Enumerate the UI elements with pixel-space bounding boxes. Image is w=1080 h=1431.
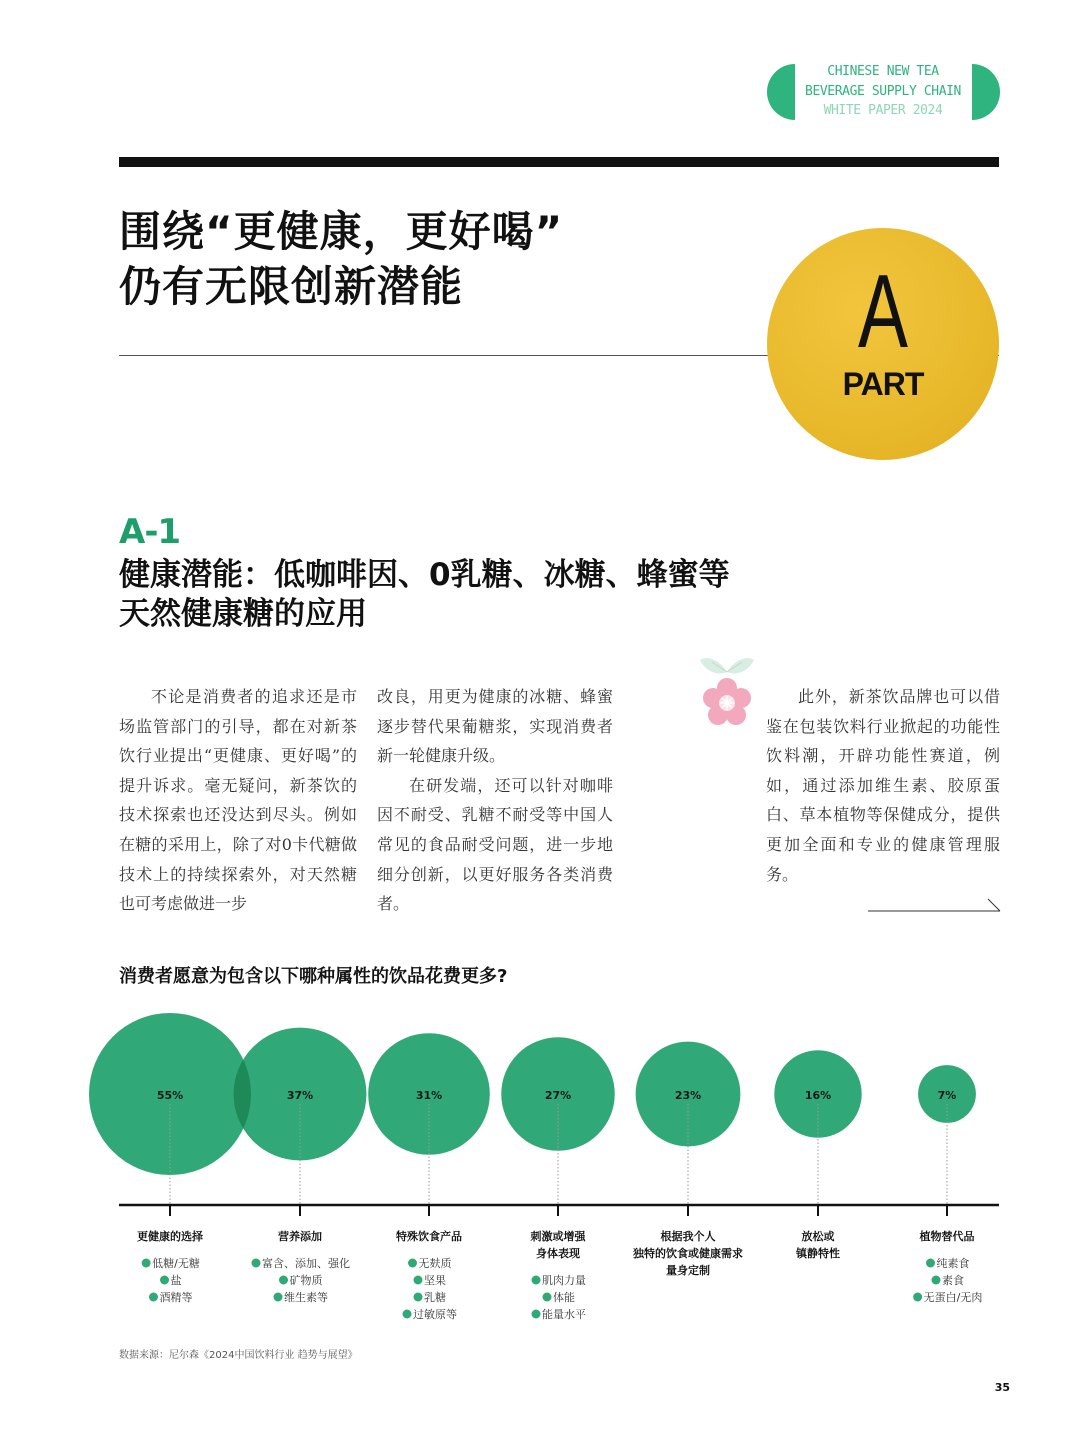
category-item-text: 素食 <box>942 1274 964 1287</box>
category-item-text: 无麸质 <box>418 1257 452 1270</box>
category-title-6: 镇静特性 <box>796 1247 840 1260</box>
bullet-dot <box>414 1276 423 1285</box>
category-title-5: 根据我个人 <box>660 1230 716 1243</box>
category-title-2: 营养添加 <box>278 1230 322 1243</box>
value-label-7: 7% <box>937 1089 957 1102</box>
top-rule <box>119 157 999 167</box>
category-item-2 <box>252 1256 351 1270</box>
bullet-dot <box>543 1293 552 1302</box>
section-title <box>119 556 819 634</box>
header-line-2: BEVERAGE SUPPLY CHAIN <box>805 83 961 99</box>
body-paragraph: 不论是消费者的追求还是市场监管部门的引导，都在对新茶饮行业提出“更健康、更好喝”的提升诉求。毫无疑问，新茶饮的技术探索也还没达到尽头。例如在糖的采用上，除了对0卡代糖做技术上的持续探索外，对天然糖也可考虑做进一步 <box>119 687 357 914</box>
chart-question: 消费者愿意为包含以下哪种属性的饮品花费更多? <box>119 966 508 987</box>
section-title-line-2: 天然健康糖的应用 <box>119 596 367 632</box>
category-item-3 <box>414 1290 447 1304</box>
value-label-5: 23% <box>674 1089 702 1102</box>
category-item-text: 维生素等 <box>284 1291 328 1304</box>
category-item-text: 无蛋白/无肉 <box>923 1291 983 1304</box>
body-paragraph: 在研发端，还可以针对咖啡因不耐受、乳糖不耐受等中国人常见的食品耐受问题，进一步地细分创新，以更好服务各类消费者。 <box>377 775 613 914</box>
body-paragraph: 改良，用更为健康的冰糖、蜂蜜逐步替代果葡糖浆，实现消费者新一轮健康升级。 <box>377 687 613 766</box>
category-title-5: 量身定制 <box>666 1264 710 1277</box>
bullet-dot <box>913 1293 922 1302</box>
category-item-1 <box>142 1256 200 1270</box>
category-title-7: 植物替代品 <box>919 1230 975 1243</box>
category-item-text: 体能 <box>553 1291 575 1304</box>
page-title-line-1: 围绕“更健康，更好喝” <box>119 207 564 256</box>
bullet-dot <box>279 1276 288 1285</box>
header-line-1: CHINESE NEW TEA <box>827 64 939 79</box>
body-paragraph: 此外，新茶饮品牌也可以借鉴在包装饮料行业掀起的功能性饮料潮，开辟功能性赛道，例如，通过添加维生素、胶原蛋白、草本植物等保健成分，提供更加全面和专业的健康管理服务。 <box>766 687 1000 884</box>
bullet-dot <box>274 1293 283 1302</box>
bullet-dot <box>403 1310 412 1319</box>
bullet-dot <box>414 1293 423 1302</box>
category-item-4 <box>532 1273 587 1287</box>
bubble-chart <box>0 1000 1080 1340</box>
page-number: 35 <box>994 1381 1010 1394</box>
category-item-text: 过敏原等 <box>413 1308 457 1321</box>
bullet-dot <box>160 1276 169 1285</box>
body-column-2 <box>377 682 613 919</box>
category-item-text: 酒精等 <box>159 1291 193 1304</box>
category-title-6: 放松或 <box>801 1230 835 1243</box>
header-badge-text <box>790 62 976 121</box>
category-item-2 <box>274 1290 329 1304</box>
bullet-dot <box>932 1276 941 1285</box>
category-item-7 <box>926 1256 970 1270</box>
bullet-dot <box>408 1259 417 1268</box>
category-item-3 <box>414 1273 447 1287</box>
part-letter: A <box>858 254 908 370</box>
body-column-1 <box>119 682 357 919</box>
category-title-3: 特殊饮食产品 <box>396 1230 462 1243</box>
category-item-text: 富含、添加、强化 <box>262 1257 350 1270</box>
category-title-4: 身体表现 <box>536 1247 580 1260</box>
category-item-text: 肌肉力量 <box>542 1274 586 1287</box>
category-item-text: 纯素食 <box>936 1257 970 1270</box>
category-item-text: 能量水平 <box>542 1308 586 1321</box>
category-item-text: 盐 <box>170 1274 182 1287</box>
bullet-dot <box>142 1259 151 1268</box>
part-word: PART <box>842 366 924 402</box>
bullet-dot <box>926 1259 935 1268</box>
category-item-3 <box>403 1307 458 1321</box>
body-column-3 <box>766 682 1000 889</box>
value-label-2: 37% <box>286 1089 314 1102</box>
page-title <box>119 204 739 314</box>
section-title-line-1: 健康潜能：低咖啡因、0乳糖、冰糖、蜂蜜等 <box>119 557 730 593</box>
source-note: 数据来源：尼尔森《2024中国饮料行业 趋势与展望》 <box>119 1350 358 1361</box>
category-item-1 <box>149 1290 193 1304</box>
category-item-text: 矿物质 <box>289 1274 323 1287</box>
category-item-1 <box>160 1273 182 1287</box>
category-title-1: 更健康的选择 <box>137 1230 203 1243</box>
category-item-2 <box>279 1273 323 1287</box>
value-label-4: 27% <box>544 1089 572 1102</box>
value-label-1: 55% <box>156 1089 184 1102</box>
value-label-3: 31% <box>415 1089 443 1102</box>
header-line-3: WHITE PAPER 2024 <box>823 103 943 118</box>
flower-icon <box>698 650 756 732</box>
bullet-dot <box>532 1276 541 1285</box>
category-item-4 <box>532 1307 587 1321</box>
section-code: A-1 <box>119 512 181 552</box>
category-item-text: 乳糖 <box>424 1291 446 1304</box>
category-item-4 <box>543 1290 576 1304</box>
bullet-dot <box>252 1259 261 1268</box>
category-item-7 <box>932 1273 965 1287</box>
category-item-7 <box>913 1291 982 1304</box>
category-item-text: 坚果 <box>424 1274 446 1287</box>
category-title-4: 刺激或增强 <box>530 1230 586 1243</box>
value-label-6: 16% <box>804 1089 832 1102</box>
category-title-5: 独特的饮食或健康需求 <box>633 1247 743 1260</box>
bullet-dot <box>532 1310 541 1319</box>
bullet-dot <box>149 1293 158 1302</box>
category-item-3 <box>408 1256 452 1270</box>
page-title-line-2: 仍有无限创新潜能 <box>119 262 464 311</box>
category-item-text: 低糖/无糖 <box>152 1257 200 1270</box>
arrow-line-icon <box>868 898 1002 916</box>
